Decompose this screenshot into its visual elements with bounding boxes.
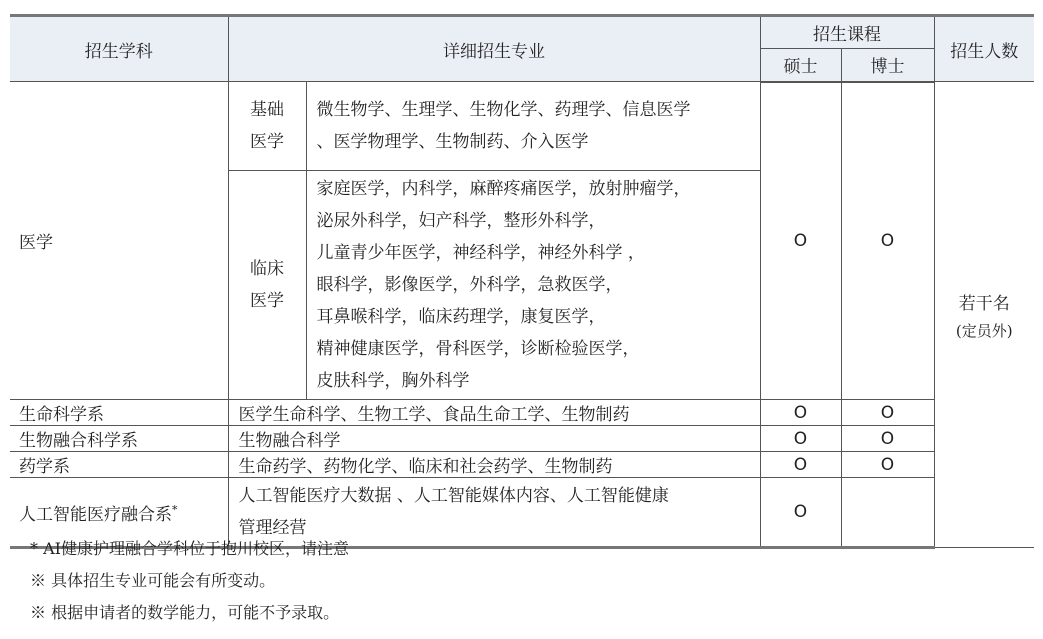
medicine-doctor-mark: O [841,82,934,400]
bio-convergence-master-mark: O [760,426,841,452]
quota-cell [934,82,1034,548]
quota-value: 若干名 [958,293,1010,314]
life-science-master-mark: O [760,400,841,426]
category-basic-line1: 基础 [250,100,284,120]
major-line: 人工智能医疗大数据 、人工智能媒体内容、人工智能健康 [238,486,669,506]
note-math-ability: ※ 根据申请者的数学能力，可能不予录取。 [30,603,340,622]
medicine-master-mark: O [760,82,841,400]
category-clinical-medicine [228,171,306,400]
asterisk-mark: * [172,502,178,516]
majors-pharmacy: 生命药学、药物化学、临床和社会药学、生物制药 [228,452,760,478]
major-line: 泌尿外科学，妇产科学，整形外科学， [316,211,606,231]
header-subject: 招生学科 [10,16,228,82]
category-basic-medicine [228,82,306,171]
major-line: 耳鼻喉科学，临床药理学，康复医学， [316,307,606,327]
table-row [10,400,1034,426]
majors-clinical-medicine [306,171,760,400]
ai-medical-master-mark: O [760,478,841,548]
subject-pharmacy: 药学系 [10,452,228,478]
bio-convergence-doctor-mark: O [841,426,934,452]
note-campus: * AI健康护理融合学科位于抱川校区，请注意 [30,539,349,558]
header-program: 招生课程 [760,16,934,49]
ai-medical-doctor-mark [841,478,934,548]
quota-note: (定员外) [955,321,1013,340]
table-row [10,426,1034,452]
major-line: 皮肤科学，胸外科学 [316,371,470,391]
subject-ai-medical-label: 人工智能医疗融合系 [19,504,172,525]
header-doctor: 博士 [841,49,934,82]
majors-life-science: 医学生命科学、生物工学、食品生命工学、生物制药 [228,400,760,426]
pharmacy-doctor-mark: O [841,452,934,478]
category-clinical-line2: 医学 [250,291,284,311]
life-science-doctor-mark: O [841,400,934,426]
major-line: 眼科学，影像医学，外科学，急救医学， [316,275,623,295]
header-quota: 招生人数 [934,16,1034,82]
major-line: 、医学物理学、生物制药、介入医学 [316,132,589,152]
category-basic-line2: 医学 [250,132,284,152]
subject-medicine: 医学 [10,82,228,400]
header-master: 硕士 [760,49,841,82]
major-line: 家庭医学，内科学，麻醉疼痛医学，放射肿瘤学， [316,179,691,199]
majors-basic-medicine [306,82,760,171]
category-clinical-line1: 临床 [250,259,284,279]
major-line: 微生物学、生理学、生物化学、药理学、信息医学 [316,100,691,120]
subject-life-science: 生命科学系 [10,400,228,426]
pharmacy-master-mark: O [760,452,841,478]
major-line: 儿童青少年医学，神经科学，神经外科学 ， [316,243,645,263]
note-majors-change: ※ 具体招生专业可能会有所变动。 [30,571,276,590]
subject-bio-convergence: 生物融合科学系 [10,426,228,452]
major-line: 精神健康医学，骨科医学，诊断检验医学， [316,339,640,359]
majors-bio-convergence: 生物融合科学 [228,426,760,452]
major-line: 管理经营 [238,518,307,538]
header-majors: 详细招生专业 [228,16,760,82]
table-row [10,452,1034,478]
admission-table [10,14,1034,549]
